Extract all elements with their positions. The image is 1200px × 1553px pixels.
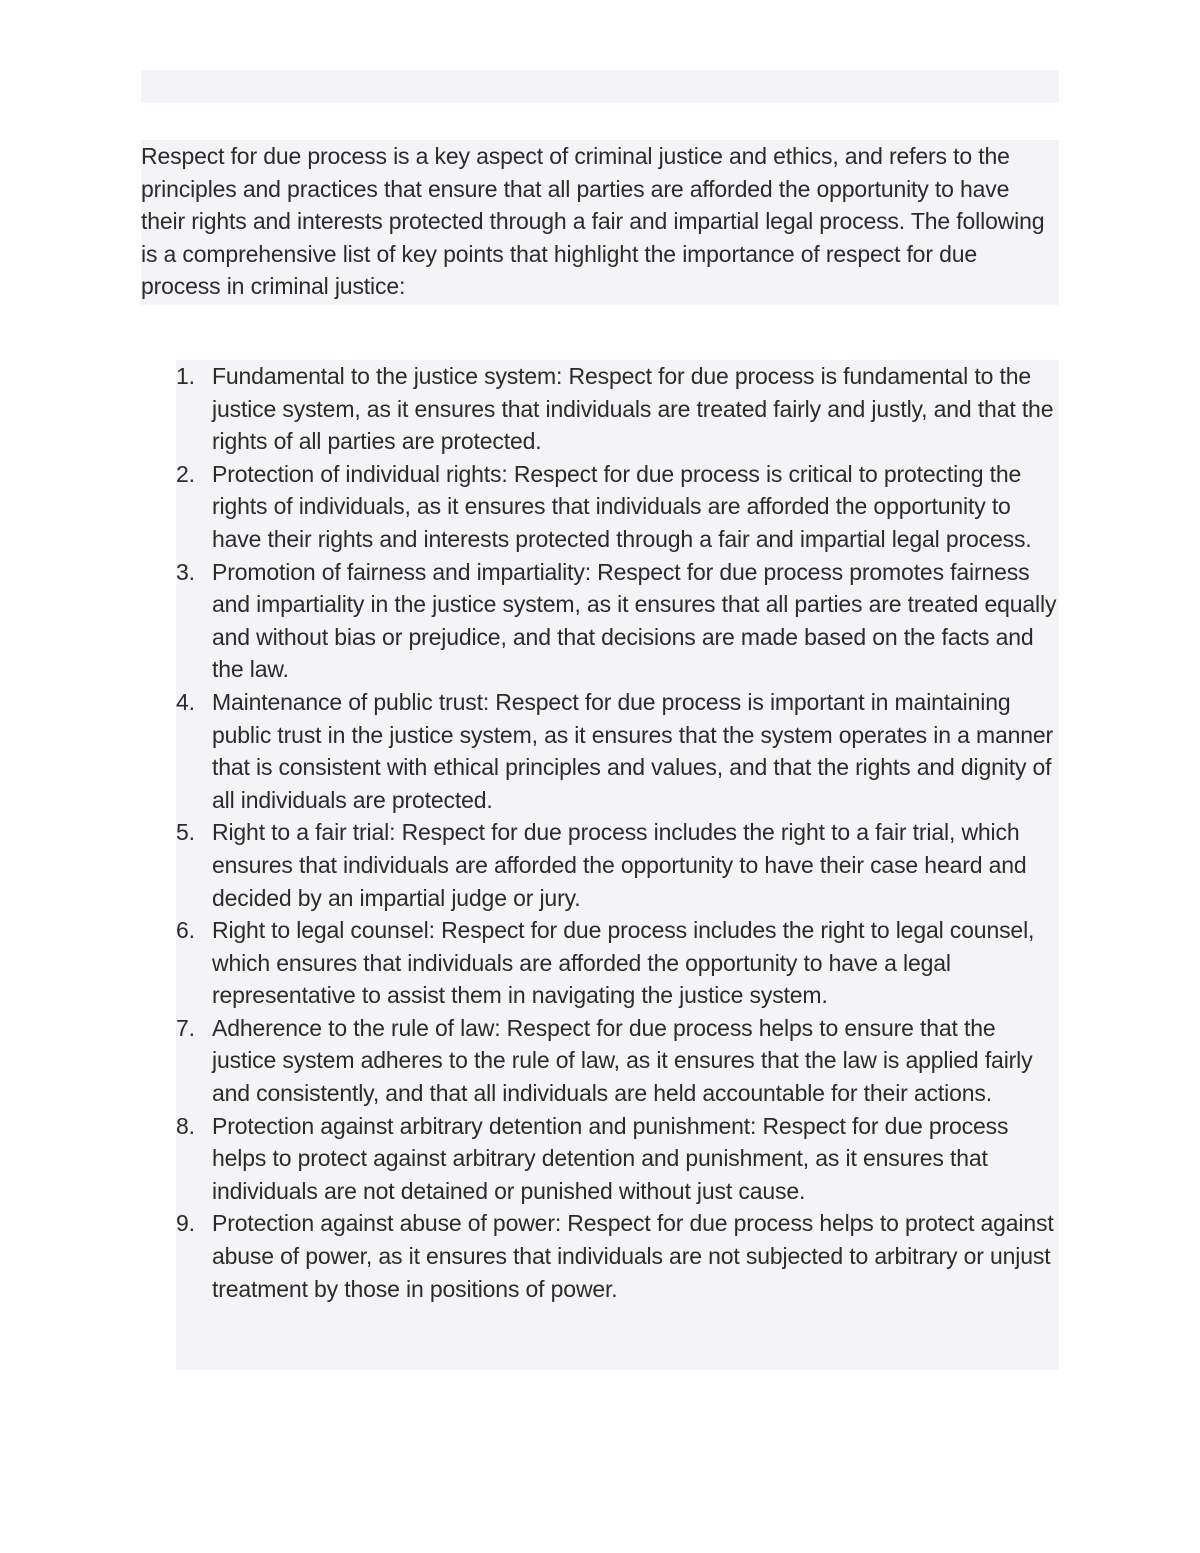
list-item-text: Promotion of fairness and impartiality: Respect for due process promotes fairness and impartiality in the justice system, as it ensures that all parties are treated equally and without bias or prejudice, and that decisions are made based on the facts and the law.: [212, 558, 1057, 683]
list-item-number: 8.: [176, 1112, 195, 1139]
key-points-list: [176, 360, 1059, 1305]
list-item: [176, 1207, 1059, 1305]
list-item-number: 5.: [176, 819, 195, 846]
list-item-text: Right to legal counsel: Respect for due process includes the right to legal counsel, which ensures that individuals are afforded the opportunity to have a legal representative to assist them in navigating the justice system.: [212, 917, 1035, 1009]
list-item-number: 2.: [176, 460, 195, 487]
list-item: [176, 1110, 1059, 1208]
list-item-number: 4.: [176, 688, 195, 715]
intro-paragraph: Respect for due process is a key aspect of criminal justice and ethics, and refers to the principles and practices that ensure that all parties are afforded the opportunity to have their rights and interests protected through a fair and impartial legal process. The following is a comprehensive list of key points that highlight the importance of respect for due process in criminal justice:: [141, 143, 1045, 300]
list-item-number: 9.: [176, 1210, 195, 1237]
list-item-text: Protection against abuse of power: Respect for due process helps to protect against abuse of power, as it ensures that individuals are not subjected to arbitrary or unjust treatment by those in positions of power.: [212, 1210, 1054, 1302]
list-item: [176, 816, 1059, 914]
list-item-text: Maintenance of public trust: Respect for due process is important in maintaining public trust in the justice system, as it ensures that the system operates in a manner that is consistent with ethical principles and values, and that the rights and dignity of all individuals are protected.: [212, 688, 1054, 813]
list-item-number: 7.: [176, 1014, 195, 1041]
list-item-text: Right to a fair trial: Respect for due process includes the right to a fair trial, which ensures that individuals are afforded the opportunity to have their case heard and decided by an impartial judge or jury.: [212, 819, 1027, 911]
key-points-block: [176, 360, 1059, 1370]
intro-block: [141, 140, 1059, 305]
list-item-text: Protection against arbitrary detention and punishment: Respect for due process helps to protect against arbitrary detention and punishment, as it ensures that individuals are not detained or punished without just cause.: [212, 1112, 1009, 1204]
list-item: [176, 360, 1059, 458]
list-item-number: 1.: [176, 363, 195, 389]
list-item-text: Adherence to the rule of law: Respect for due process helps to ensure that the justice system adheres to the rule of law, as it ensures that the law is applied fairly and consistently, and that all individuals are held accountable for their actions.: [212, 1014, 1033, 1107]
list-item: [176, 914, 1059, 1012]
list-item: [176, 686, 1059, 816]
top-empty-block: [141, 70, 1059, 103]
list-item-text: Fundamental to the justice system: Respect for due process is fundamental to the justice system, as it ensures that individuals are treated fairly and justly, and that the rights of all parties are protected.: [212, 363, 1054, 455]
list-item: [176, 556, 1059, 686]
list-item-number: 6.: [176, 917, 195, 944]
list-item: [176, 1012, 1059, 1110]
list-item-number: 3.: [176, 558, 195, 585]
list-item-text: Protection of individual rights: Respect for due process is critical to protecting the rights of individuals, as it ensures that individuals are afforded the opportunity to have their rights and interests protected through a fair and impartial legal process.: [212, 460, 1032, 552]
list-item: [176, 458, 1059, 556]
